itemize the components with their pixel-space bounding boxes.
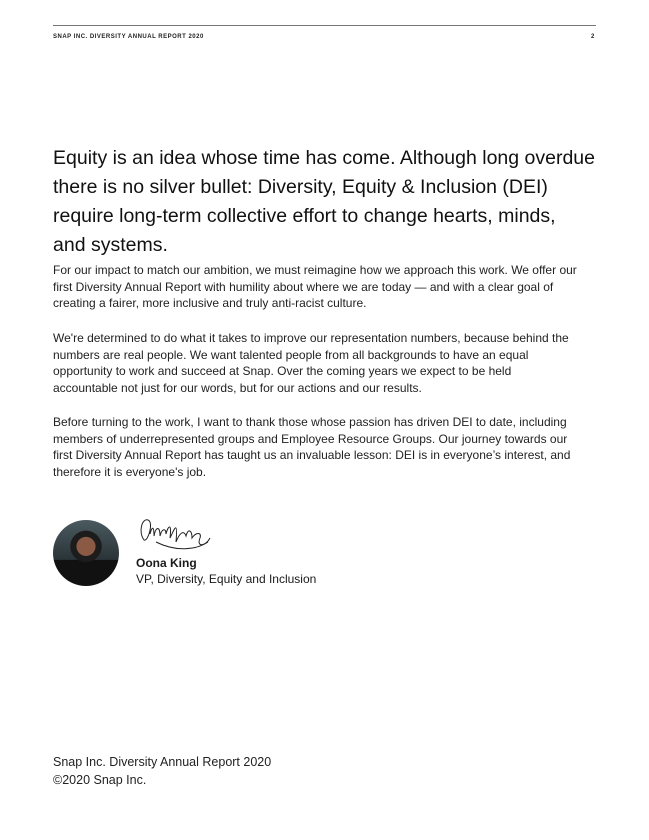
footer-copyright: ©2020 Snap Inc. bbox=[53, 773, 147, 787]
headline bbox=[53, 144, 613, 260]
text-line: therefore it is everyone's job. bbox=[53, 464, 207, 479]
text-line: We're determined to do what it takes to improve our representation numbers, because behind the bbox=[53, 331, 569, 345]
headline-line: require long-term collective effort to change hearts, minds, bbox=[53, 205, 556, 227]
text-line: Before turning to the work, I want to thank those whose passion has driven DEI to date, including bbox=[53, 415, 567, 429]
signature bbox=[136, 512, 216, 554]
running-header: SNAP INC. DIVERSITY ANNUAL REPORT 2020 bbox=[53, 34, 204, 40]
paragraph-1 bbox=[53, 262, 613, 312]
avatar-photo bbox=[53, 520, 119, 586]
text-line: members of underrepresented groups and Employee Resource Groups. Our journey towards our bbox=[53, 431, 568, 446]
paragraph-2 bbox=[53, 330, 613, 396]
text-line: creating a fairer, more inclusive and truly anti-racist culture. bbox=[53, 296, 367, 311]
headline-line: and systems. bbox=[53, 234, 168, 256]
text-line: opportunity to work and succeed at Snap. Over the coming years we expect to be held bbox=[53, 364, 512, 379]
page-number: 2 bbox=[591, 34, 595, 40]
signatory-name: Oona King bbox=[136, 556, 197, 570]
headline-line: there is no silver bullet: Diversity, Equity & Inclusion (DEI) bbox=[53, 176, 548, 198]
footer-report-title: Snap Inc. Diversity Annual Report 2020 bbox=[53, 755, 272, 769]
text-line: numbers are real people. We want talented people from all backgrounds to have an equal bbox=[53, 347, 529, 362]
text-line: first Diversity Annual Report with humility about where we are today — and with a clear goal of bbox=[53, 279, 554, 294]
signatory-title: VP, Diversity, Equity and Inclusion bbox=[136, 572, 317, 586]
text-line: For our impact to match our ambition, we must reimagine how we approach this work. We offer our bbox=[53, 263, 577, 277]
text-line: accountable not just for our words, but for our actions and our results. bbox=[53, 380, 422, 395]
header-rule bbox=[53, 25, 596, 26]
paragraph-3 bbox=[53, 414, 613, 480]
text-line: first Diversity Annual Report has taught us an invaluable lesson: DEI is in everyone’s interest, and bbox=[53, 448, 571, 463]
headline-line: Equity is an idea whose time has come. Although long overdue bbox=[53, 147, 596, 169]
